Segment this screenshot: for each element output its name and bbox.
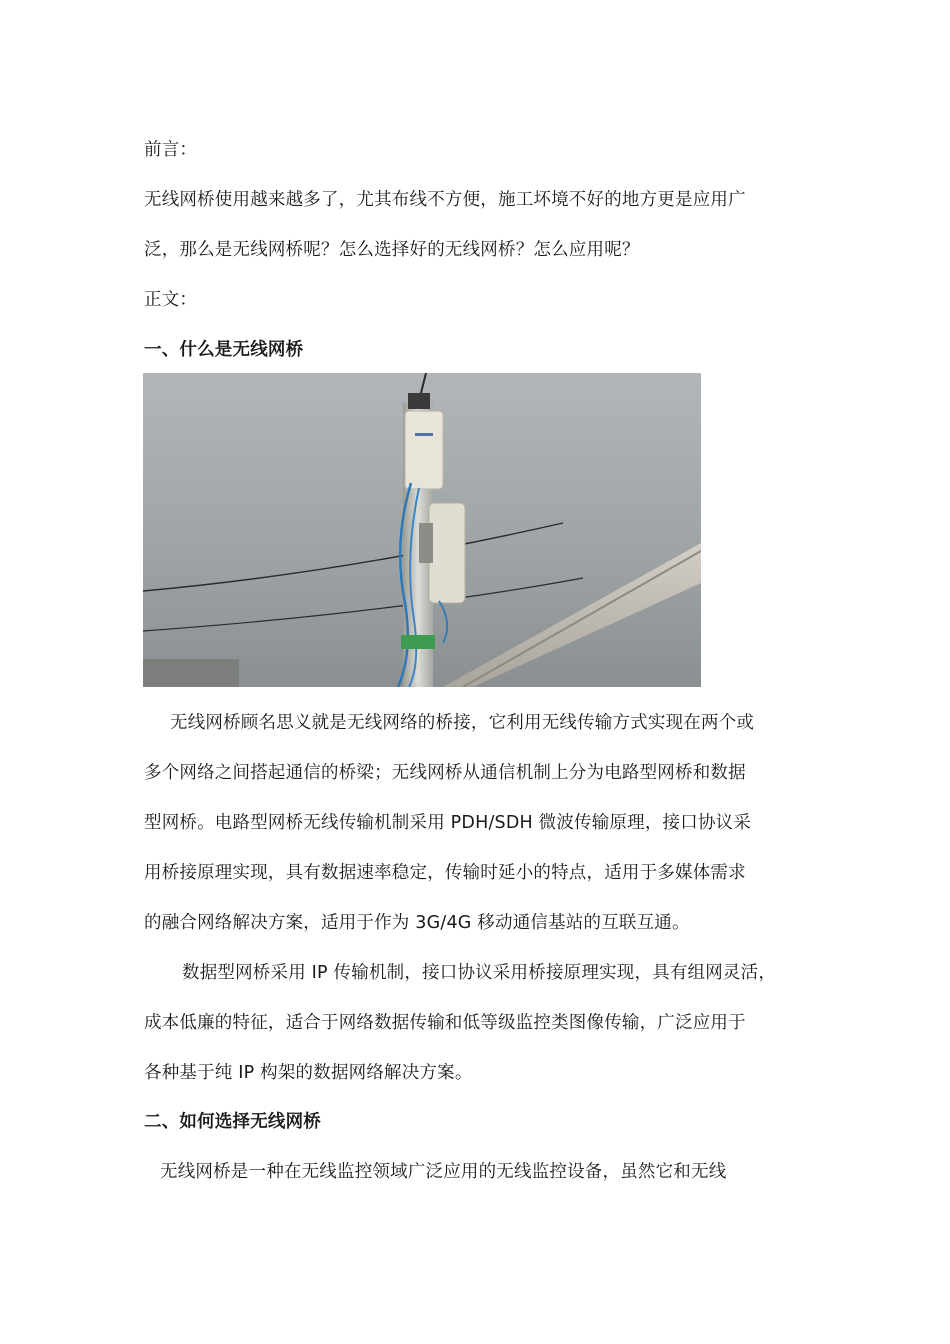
para-1-line-2: 多个网络之间搭起通信的桥梁；无线网桥从通信机制上分为电路型网桥和数据 (144, 763, 746, 783)
wireless-bridge-photo (143, 373, 701, 687)
section-1-heading: 一、什么是无线网桥 (144, 340, 304, 360)
para-2-line-3: 各种基于纯 IP 构架的数据网络解决方案。 (144, 1063, 473, 1083)
para-1-line-5: 的融合网络解决方案，适用于作为 3G/4G 移动通信基站的互联互通。 (144, 913, 690, 933)
para-2-line-1: 数据型网桥采用 IP 传输机制，接口协议采用桥接原理实现，具有组网灵活， (182, 963, 777, 983)
preface-line-1: 无线网桥使用越来越多了，尤其布线不方便，施工坏境不好的地方更是应用广 (144, 190, 746, 210)
para-2-line-2: 成本低廉的特征，适合于网络数据传输和低等级监控类图像传输，广泛应用于 (144, 1013, 746, 1033)
preface-line-2: 泛，那么是无线网桥呢？怎么选择好的无线网桥？怎么应用呢？ (144, 240, 640, 260)
section-2-heading: 二、如何选择无线网桥 (144, 1112, 321, 1132)
preface-label: 前言： (144, 140, 198, 160)
body-label: 正文： (144, 290, 198, 310)
para-3-line-1: 无线网桥是一种在无线监控领域广泛应用的无线监控设备，虽然它和无线 (160, 1162, 727, 1182)
para-1-line-4: 用桥接原理实现，具有数据速率稳定，传输时延小的特点，适用于多媒体需求 (144, 863, 746, 883)
para-1-line-1: 无线网桥顾名思义就是无线网络的桥接，它利用无线传输方式实现在两个或 (170, 713, 755, 733)
para-1-line-3: 型网桥。电路型网桥无线传输机制采用 PDH/SDH 微波传输原理，接口协议采 (144, 813, 752, 833)
